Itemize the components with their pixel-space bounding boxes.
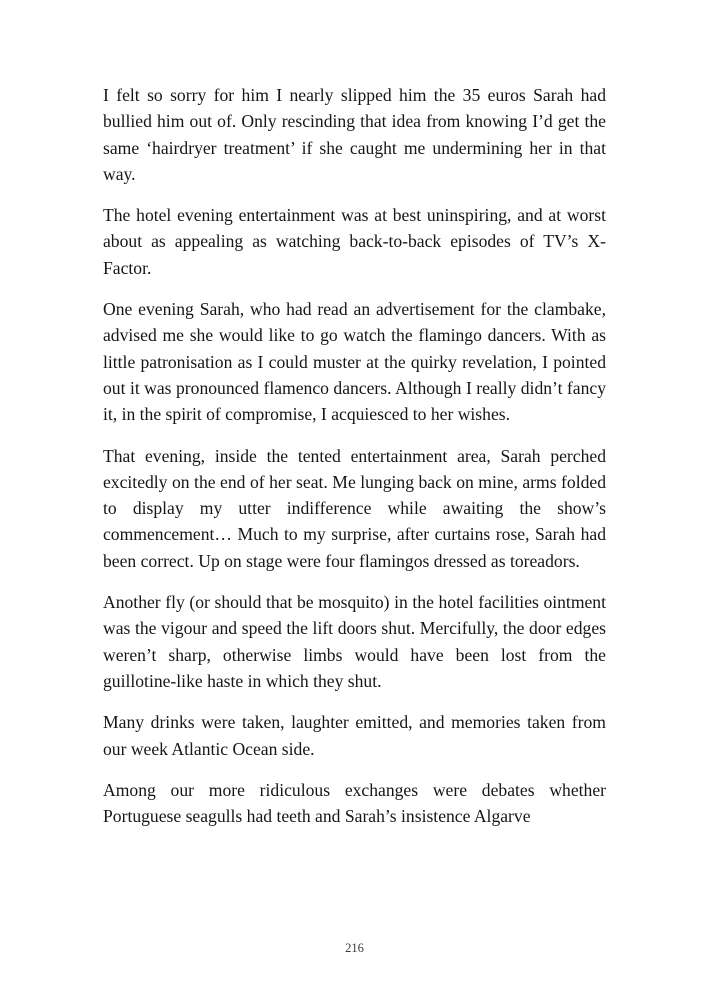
paragraph: The hotel evening entertainment was at best uninspiring, and at worst about as appealing as watching back-to-back episodes of TV’s X-Factor. <box>103 205 606 278</box>
paragraph: Many drinks were taken, laughter emitted, and memories taken from our week Atlantic Ocean side. <box>103 712 606 759</box>
paragraph: Another fly (or should that be mosquito) in the hotel facilities ointment was the vigour and speed the lift doors shut. Mercifully, the door edges weren’t sharp, otherwise limbs would have been lost from the guillotine-like haste in which they shut. <box>103 592 606 691</box>
paragraph: Among our more ridiculous exchanges were debates whether Portuguese seagulls had teeth and Sarah’s insistence Algarve <box>103 779 606 827</box>
page-text-block <box>103 82 606 829</box>
paragraph: One evening Sarah, who had read an advertisement for the clambake, advised me she would like to go watch the flamingo dancers. With as little patronisation as I could muster at the quirky revelation, I pointed out it was pronounced flamenco dancers. Although I really didn’t fancy it, in the spirit of compromise, I acquiesced to her wishes. <box>103 299 606 425</box>
paragraph: I felt so sorry for him I nearly slipped him the 35 euros Sarah had bullied him out of. Only rescinding that idea from knowing I’d get the same ‘hairdryer treatment’ if she caught me undermining her in that way. <box>103 85 606 184</box>
paragraph: That evening, inside the tented entertainment area, Sarah perched excitedly on the end of her seat. Me lunging back on mine, arms folded to display my utter indifference while awaiting the show’s commencement… Much to my surprise, after curtains rose, Sarah had been correct. Up on stage were four flamingos dressed as toreadors. <box>103 445 606 571</box>
page-number: 216 <box>345 941 364 955</box>
